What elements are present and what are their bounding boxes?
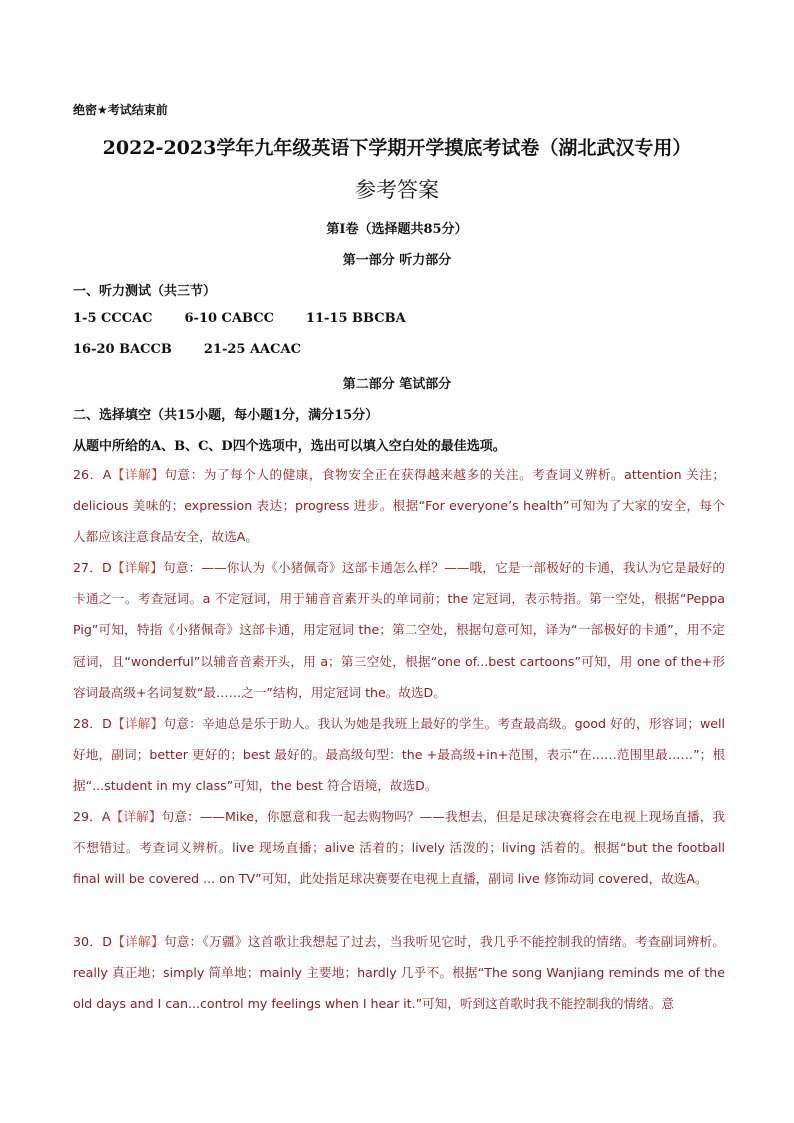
question-number: 28．D	[73, 716, 112, 731]
question-30	[73, 926, 725, 1020]
page-title: 2022-2023学年九年级英语下学期开学摸底考试卷（湖北武汉专用）	[102, 137, 692, 159]
explanation-text: 句意：《万疆》这首歌让我想起了过去，当我听见它时，我几乎不能控制我的情绪。考查副词辨析。really 真正地；simply 简单地；mainly 主要地；hardly 几乎不。根据“The song Wanjiang reminds me of the old days and I can...control my feelings when I hear it.”可知，听到这首歌时我不能控制我的情绪。意	[73, 934, 725, 1012]
answer-group: 11-15 BBCBA	[305, 311, 406, 326]
choice-instruction: 从题中所给的A、B、C、D四个选项中，选出可以填入空白处的最佳选项。	[73, 439, 506, 454]
volume-heading: 第Ⅰ卷（选择题共85分）	[326, 222, 468, 237]
explanation-tag: 【详解】	[110, 809, 162, 824]
explanation-tag: 【详解】	[111, 467, 165, 482]
listening-section-heading: 一、听力测试（共三节）	[73, 284, 217, 299]
explanation-tag: 【详解】	[111, 560, 164, 575]
explanation-tag: 【详解】	[111, 716, 164, 731]
explanation-text: 句意：辛迪总是乐于助人。我认为她是我班上最好的学生。考查最高级。good 好的，形容词；well 好地，副词；better 更好的；best 最好的。最高级句型：the +最高级+in+范围，表示“在……范围里最……”；根据“...student in my class”可知，the best 符合语境，故选D。	[73, 716, 725, 794]
choice-section-heading: 二、选择填空（共15小题，每小题1分，满分15分）	[73, 408, 379, 423]
answer-group: 16-20 BACCB	[73, 342, 172, 357]
question-number: 30．D	[73, 934, 112, 949]
question-number: 26．A	[73, 467, 112, 482]
question-number: 29．A	[73, 809, 111, 824]
explanation-text: 句意：为了每个人的健康，食物安全正在获得越来越多的关注。考查词义辨析。attention 关注；delicious 美味的；expression 表达；progress 进步。根据“For everyone’s health”可知为了大家的安全，每个人都应该注意食品安全，故选A。	[73, 467, 726, 545]
answer-group: 1-5 CCCAC	[73, 311, 153, 326]
part1-heading: 第一部分 听力部分	[342, 253, 452, 268]
answer-group: 6-10 CABCC	[184, 311, 274, 326]
question-27	[73, 552, 725, 708]
question-number: 27．D	[73, 560, 112, 575]
answer-row	[73, 311, 438, 326]
explanation-tag: 【详解】	[111, 934, 164, 949]
explanation-text: 句意：——你认为《小猪佩奇》这部卡通怎么样？——哦，它是一部极好的卡通，我认为它是最好的卡通之一。考查冠词。a 不定冠词，用于辅音音素开头的单词前；the 定冠词，表示特指。第一空处，根据“Peppa Pig”可知，特指《小猪佩奇》这部卡通，用定冠词 the；第二空处，根据句意可知，译为“一部极好的卡通”，用不定冠词，且“wonderful”以辅音音素开头，用 a；第三空处，根据“one of...best cartoons”可知，用 one of the+形容词最高级+名词复数“最……之一”结构，用定冠词 the。故选D。	[73, 560, 726, 700]
question-28	[73, 708, 725, 802]
explanation-text: 句意：——Mike，你愿意和我一起去购物吗？——我想去，但是足球决赛将会在电视上现场直播，我不想错过。考查词义辨析。live 现场直播；alive 活着的；lively 活泼的；living 活着的。根据“but the football final will be covered ... on TV”可知，此处指足球决赛要在电视上直播，副词 live 修饰动词 covered，故选A。	[73, 809, 726, 887]
answer-row	[73, 342, 333, 357]
page-subtitle: 参考答案	[355, 178, 439, 202]
question-26	[73, 459, 725, 553]
confidential-mark: 绝密★考试结束前	[73, 103, 168, 117]
part2-heading: 第二部分 笔试部分	[342, 377, 452, 392]
question-29	[73, 801, 725, 895]
answer-group: 21-25 AACAC	[203, 342, 301, 357]
